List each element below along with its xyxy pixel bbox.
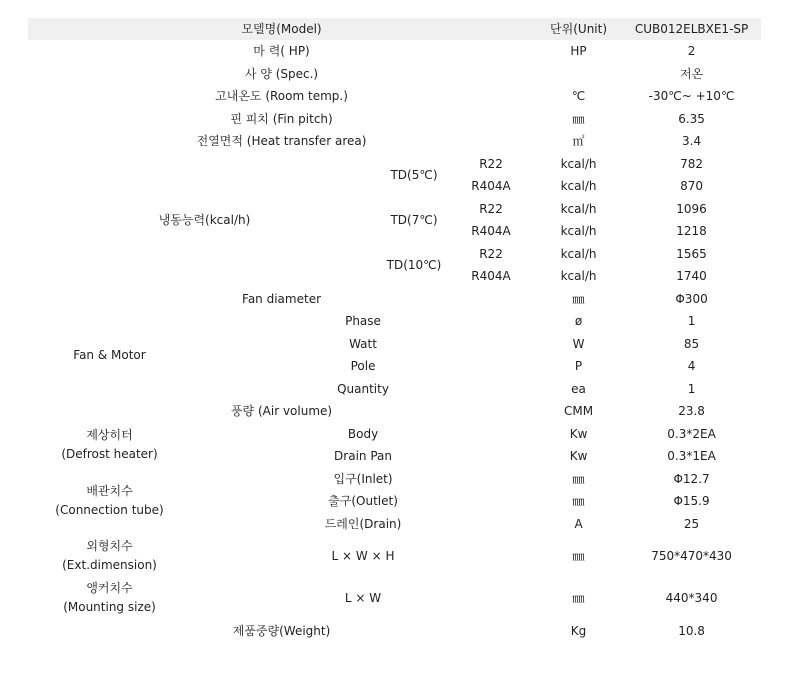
connection-label <box>28 468 191 536</box>
row-value: 870 <box>680 179 703 194</box>
table-row <box>28 40 761 63</box>
mounting-label <box>28 577 191 619</box>
header-model: 모델명(Model) <box>28 18 535 40</box>
row-unit: kcal/h <box>560 156 597 171</box>
row-label: 풍량 (Air volume) <box>230 404 333 419</box>
ext-dimension-label-en: (Ext.dimension) <box>62 558 157 572</box>
row-value: Φ15.9 <box>673 494 710 509</box>
sub-label: Drain Pan <box>334 449 392 464</box>
row-value: Φ300 <box>675 291 708 306</box>
row-unit: Kw <box>569 426 588 441</box>
row-value: -30℃~ +10℃ <box>648 89 735 104</box>
row-value: 25 <box>683 516 700 531</box>
row-value: 10.8 <box>678 624 705 638</box>
row-unit: ㎜ <box>572 591 585 605</box>
row-label: 사 양 (Spec.) <box>244 66 319 81</box>
row-unit: Kg <box>570 624 587 638</box>
table-row <box>28 400 761 423</box>
table-row <box>28 619 761 643</box>
row-value: 1 <box>687 314 696 329</box>
defrost-label <box>28 423 191 468</box>
row-value: 1 <box>687 381 696 396</box>
sub-label: 출구(Outlet) <box>328 494 398 509</box>
sub-label: Pole <box>350 359 376 374</box>
table-row <box>28 535 761 577</box>
row-value: 3.4 <box>682 134 702 149</box>
ext-dimension-label <box>28 535 191 577</box>
row-value: 782 <box>680 156 703 171</box>
header-value: CUB012ELBXE1-SP <box>622 18 761 40</box>
table-row <box>28 468 761 491</box>
refrigerant-label: R404A <box>471 224 511 239</box>
row-value: 저온 <box>679 66 704 81</box>
row-value: Φ12.7 <box>673 471 710 486</box>
refrigerant-label: R22 <box>479 246 503 261</box>
table-row <box>28 310 761 333</box>
table-row <box>28 423 761 446</box>
row-value: 750*470*430 <box>651 549 732 563</box>
defrost-label-ko: 제상히터 <box>86 428 133 442</box>
row-value: 4 <box>687 359 696 374</box>
row-value: 6.35 <box>678 111 705 126</box>
row-unit: kcal/h <box>560 201 597 216</box>
spec-table <box>28 18 761 643</box>
sub-label: Watt <box>349 336 377 351</box>
connection-label-en: (Connection tube) <box>55 503 164 518</box>
row-value: 1740 <box>676 269 707 284</box>
row-label: Fan diameter <box>242 291 322 306</box>
row-unit: kcal/h <box>560 269 597 284</box>
table-row <box>28 577 761 619</box>
row-unit: kcal/h <box>560 179 597 194</box>
table-row <box>28 153 761 176</box>
row-label: 핀 피치 (Fin pitch) <box>230 111 333 126</box>
row-unit: ø <box>574 314 583 329</box>
table-row <box>28 63 761 86</box>
row-unit: ㎜ <box>572 549 585 563</box>
refrigerant-label: R22 <box>479 156 503 171</box>
td-label: TD(5℃) <box>390 168 438 182</box>
row-value: 440*340 <box>665 591 718 605</box>
row-value: 0.3*1EA <box>667 449 716 464</box>
mounting-label-en: (Mounting size) <box>63 600 156 614</box>
row-value: 1565 <box>676 246 707 261</box>
row-unit: kcal/h <box>560 224 597 239</box>
refrigerant-label: R22 <box>479 201 503 216</box>
sub-label: 드레인(Drain) <box>324 516 402 531</box>
sub-label: Body <box>347 426 379 441</box>
table-row <box>28 130 761 153</box>
sub-label: Phase <box>345 314 381 329</box>
fan-motor-label: Fan & Motor <box>73 348 146 362</box>
row-label: 고내온도 (Room temp.) <box>215 89 348 104</box>
sub-label: L × W × H <box>331 549 395 563</box>
td-label: TD(10℃) <box>386 258 442 272</box>
cooling-label: 냉동능력(kcal/h) <box>158 213 251 227</box>
row-unit: Kw <box>569 449 588 464</box>
sub-label: 입구(Inlet) <box>333 471 393 486</box>
row-value: 23.8 <box>678 404 705 419</box>
header-unit: 단위(Unit) <box>535 18 622 40</box>
row-unit: ㎜ <box>572 494 585 509</box>
row-unit: ℃ <box>571 89 586 104</box>
row-unit <box>535 63 622 86</box>
row-unit: ㎡ <box>572 134 585 149</box>
row-unit: HP <box>570 44 587 59</box>
row-value: 2 <box>687 44 696 59</box>
td-label: TD(7℃) <box>390 213 438 227</box>
row-value: 0.3*2EA <box>667 426 716 441</box>
row-unit: ㎜ <box>572 111 585 126</box>
row-unit: kcal/h <box>560 246 597 261</box>
row-unit: ㎜ <box>572 291 585 306</box>
row-unit: ea <box>571 381 586 396</box>
sub-label: L × W <box>344 591 382 605</box>
row-label: 제품중량(Weight) <box>232 624 331 638</box>
table-row <box>28 288 761 311</box>
row-label: 마 력( HP) <box>253 44 310 59</box>
defrost-label-en: (Defrost heater) <box>61 447 158 461</box>
row-unit: A <box>574 516 583 531</box>
sub-label: Quantity <box>337 381 389 396</box>
table-row <box>28 108 761 131</box>
header-row <box>28 18 761 40</box>
row-unit: ㎜ <box>572 471 585 486</box>
row-value: 1096 <box>676 201 707 216</box>
row-value: 85 <box>683 336 700 351</box>
row-unit: CMM <box>564 404 594 419</box>
connection-label-ko: 배관치수 <box>86 484 133 499</box>
row-unit: P <box>574 359 583 374</box>
row-value: 1218 <box>676 224 707 239</box>
refrigerant-label: R404A <box>471 179 511 194</box>
row-label: 전열면적 (Heat transfer area) <box>196 134 367 149</box>
refrigerant-label: R404A <box>471 269 511 284</box>
mounting-label-ko: 앵커치수 <box>86 581 133 595</box>
table-row <box>28 85 761 108</box>
ext-dimension-label-ko: 외형치수 <box>86 539 133 553</box>
row-unit: W <box>572 336 585 351</box>
